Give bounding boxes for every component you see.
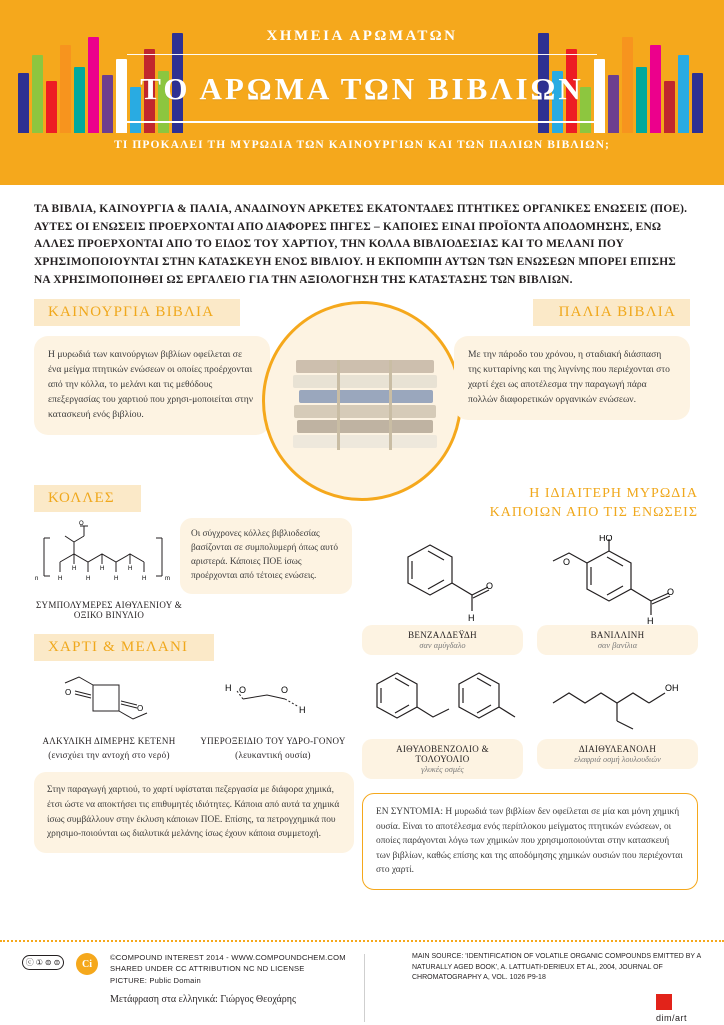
svg-text:OH: OH [665,683,679,693]
peroxide-desc: (λευκαντική ουσία) [198,750,348,760]
odour-compounds-heading [362,485,698,523]
peroxide-name: ΥΠΕΡΟΞΕΙΔΙΟ ΤΟΥ ΥΔΡΟ-ΓΟΝΟΥ [198,736,348,746]
summary-box [362,793,698,890]
diethylethanol-block [537,665,698,779]
vanillin-card [537,625,698,655]
old-books-column [454,299,690,419]
ethylbenzene-toluene-name: ΑΙΘΥΛΟΒΕΝΖΟΛΙΟ & ΤΟΛΟΥΟΛΙΟ [368,744,517,764]
diethylethanol-card [537,739,698,769]
svg-text:O: O [65,688,71,697]
header-kicker: ΧΗΜΕΙΑ ΑΡΩΜΑΤΩΝ [0,28,724,45]
glue-structure-block [34,518,354,596]
summary-title: ΕΝ ΣΥΝΤΟΜΙΑ: [376,807,443,817]
book-illustration [262,301,462,501]
diethylethanol-structure-icon [543,665,693,739]
odour-heading-line2: ΚΑΠΟΙΩΝ ΑΠΟ ΤΙΣ ΕΝΩΣΕΙΣ [362,504,698,523]
svg-text:H: H [114,576,118,582]
page-subtitle: ΤΙ ΠΡΟΚΑΛΕΙ ΤΗ ΜΥΡΩΔΙΑ ΤΩΝ ΚΑΙΝΟΥΡΓΙΩΝ ΚΑΙ ΤΩΝ ΠΑΛΙΩΝ ΒΙΒΛΙΩΝ; [0,139,724,151]
dimart-logo-text: dim/art [656,1012,702,1025]
dimart-logo [656,994,702,1025]
svg-text:H: H [100,566,104,572]
svg-text:O: O [239,685,246,695]
odour-heading-line1: Η ΙΔΙΑΙΤΕΡΗ ΜΥΡΩΔΙΑ [362,485,698,504]
svg-text:O: O [667,587,674,597]
peroxide-molecule [198,669,348,760]
footer-source: MAIN SOURCE: 'IDENTIFICATION OF VOLATILE ORGANIC COMPOUNDS EMITTED BY A NATURALLY AGED BOOK', A. LATTUATI-DERIEUX ET AL, 2004, JOURNAL OF CHROMATOGRAPHY A, VOL. 1026 P9-18 [412,952,702,984]
intro-paragraph: ΤΑ ΒΙΒΛΙΑ, ΚΑΙΝΟΥΡΓΙΑ & ΠΑΛΙΑ, ΑΝΑΔΙΝΟΥΝ ΑΡΚΕΤΕΣ ΕΚΑΤΟΝΤΑΔΕΣ ΠΤΗΤΙΚΕΣ ΟΡΓΑΝΙΚΕΣ ΕΝΩΣΕΙΣ (ΠΟΕ). ΑΥΤΕΣ ΟΙ ΕΝΩΣΕΙΣ ΠΡΟΕΡΧΟΝΤΑΙ ΑΠΟ ΔΙΑΦΟΡΕΣ ΠΗΓΕΣ – ΚΑΠΟΙΕΣ ΕΙΝΑΙ ΠΡΟΪΟΝΤΑ ΑΠΟΔΟΜΗΣΗΣ, ΕΝΩ ΑΛΛΕΣ ΠΡΟΕΡΧΟΝΤΑΙ ΑΠΟ ΤΟ ΕΙΔΟΣ ΤΟΥ ΧΑΡΤΙΟΥ, ΤΗΝ ΚΟΛΛΑ ΒΙΒΛΙΟΔΕΣΙΑΣ ΚΑΙ ΤΟ ΜΕΛΑΝΙ ΠΟΥ ΧΡΗΣΙΜΟΠΟΙΟΥΝΤΑΙ ΣΤΗΝ ΚΑΤΑΣΚΕΥΗ ΕΝΟΣ ΒΙΒΛΙΟΥ. Η ΕΚΠΟΜΠΗ ΑΥΤΩΝ ΤΩΝ ΕΝΩΣΕΩΝ ΜΠΟΡΕΙ ΕΠΙΣΗΣ ΝΑ ΧΡΗΣΙΜΟΠΟΙΗΘΕΙ ΩΣ ΕΡΓΑΛΕΙΟ ΓΙΑ ΤΗΝ ΑΞΙΟΛΟΓΗΣΗ ΤΗΣ ΚΑΤΑΣΤΑΣΗΣ ΤΩΝ ΒΙΒΛΙΩΝ. [0,185,724,295]
eva-copolymer-structure-icon [34,518,172,596]
kicker-divider [127,54,597,55]
glues-note: Οι σύγχρονες κόλλες βιβλιοδεσίας βασίζονται σε συμπολυμερή όπως αυτό αριστερά. Κάποιες ΠΟΕ ίσως προέρχονται από τέτοιες ενώσεις. [180,518,352,594]
footer-translator: Μετάφραση στα ελληνικά: Γιώργος Θεοχάρης [110,994,346,1005]
footer-divider [364,954,365,1022]
svg-text:H: H [128,566,132,572]
dimart-logo-square [656,994,672,1010]
book-stack [293,360,437,450]
footer-line2: SHARED UNDER CC ATTRIBUTION NC ND LICENSE [110,963,346,974]
middle-section [0,299,724,479]
benzaldehyde-desc: σαν αμύγδαλο [368,641,517,650]
benzaldehyde-block [362,535,523,655]
svg-text:H: H [225,683,232,693]
svg-text:n: n [35,576,38,582]
svg-text:m: m [165,576,170,582]
old-books-text: Με την πάροδο του χρόνου, η σταδιακή διάσπαση της κυτταρίνης και της λιγνίνης που περιέχονται στο χαρτί έχει ως αποτέλεσμα την παραγωγή πάρα πολλών διαφορετικών οργανικών ενώσεων. [454,336,690,419]
svg-text:H: H [86,576,90,582]
svg-text:H: H [468,613,475,623]
svg-text:H: H [72,566,76,572]
summary-text: Η μυρωδιά των βιβλίων δεν οφείλεται σε μία και μόνη χημική ουσία. Είναι το αποτέλεσμα ενός περίπλοκου μείγματος πτητικών ενώσεων, οι οποίες παράγονται λόγω των χημικών που χρησιμοποιούνται στην κατασκευή των βιβλίων, καθώς επίσης και της αποδόμησης χημικών ουσιών που περιέχονται στο χαρτί. [376,807,683,875]
glue-caption: ΣΥΜΠΟΛΥΜΕΡΕΣ ΑΙΘΥΛΕΝΙΟΥ & ΟΞΙΚΟ ΒΙΝΥΛΙΟ [34,600,184,620]
vanillin-block [537,535,698,655]
page-footer [0,940,724,1024]
benzaldehyde-structure-icon [368,535,518,625]
svg-text:O: O [137,704,143,713]
footer-line1: ©COMPOUND INTEREST 2014 - WWW.COMPOUNDCHEM.COM [110,952,346,963]
title-divider [127,121,597,123]
ethylbenzene-toluene-desc: γλυκές οσμές [368,765,517,774]
diethylethanol-desc: ελαφριά οσμή λουλουδιών [543,755,692,764]
vanillin-desc: σαν βανίλια [543,641,692,650]
svg-text:H: H [299,705,306,715]
svg-text:H: H [58,576,62,582]
akd-name: ΑΛΚΥΛΙΚΗ ΔΙΜΕΡΗΣ ΚΕΤΕΝΗ [34,736,184,746]
new-books-column [34,299,270,434]
svg-text:H: H [647,616,654,625]
hydrogen-peroxide-structure-icon [213,669,333,727]
right-column [362,485,698,890]
page-title: ΤΟ ΑΡΩΜΑ ΤΩΝ ΒΙΒΛΙΩΝ [0,71,724,107]
vanillin-structure-icon [543,535,693,625]
benzaldehyde-card [362,625,523,655]
akd-desc: (ενισχύει την αντοχή στο νερό) [34,750,184,760]
creative-commons-icon: ⓒ ① ⊜ ⊜ [22,955,64,970]
svg-text:H: H [142,576,146,582]
page-header [0,0,724,185]
svg-text:O: O [281,685,288,695]
paper-ink-text: Στην παραγωγή χαρτιού, το χαρτί υφίσταται πεζεργασία με διάφορα χημικά, έτσι ώστε να αποκτήσει τις επιθυμητές ιδιότητες. Κάποια από αυτά τα χημικά ίσως συμβάλλουν στην έκλυση κάποιων ΠΟΕ. Επίσης, τα πετρογχημικά που χρησιμο-ποιούνται ως διαλυτικά μελάνης ίσως έχουν κάποια συμμετοχή. [34,772,354,852]
svg-text:O: O [486,581,493,591]
benzaldehyde-name: ΒΕΝΖΑΛΔΕΫΔΗ [368,630,517,640]
akd-molecule [34,669,184,760]
new-books-label: ΚΑΙΝΟΥΡΓΙΑ ΒΙΒΛΙΑ [34,299,240,326]
compound-interest-badge: Ci [76,953,98,975]
svg-text:O: O [563,557,570,567]
ethylbenzene-toluene-block [362,665,523,779]
svg-text:O: O [79,521,84,527]
ethylbenzene-toluene-structure-icon [363,665,523,739]
left-column [34,485,354,852]
alkyl-ketene-dimer-structure-icon [49,669,169,727]
new-books-text: Η μυρωδιά των καινούργιων βιβλίων οφείλεται σε ένα μείγμα πτητικών ενώσεων οι οποίες προέρχονται από την κόλλα, το μελάνι και τις μεθόδους επεξεργασίας του χαρτιού που χρησι-μοποιείται στην κατασκευή ενός βιβλίου. [34,336,270,434]
diethylethanol-name: ΔΙΑΙΘΥΛΕΑΝΟΛΗ [543,744,692,754]
ethylbenzene-toluene-card [362,739,523,779]
svg-text:HO: HO [599,535,613,543]
vanillin-name: ΒΑΝΙΛΛΙΝΗ [543,630,692,640]
old-books-label: ΠΑΛΙΑ ΒΙΒΛΙΑ [533,299,690,326]
paper-ink-label: ΧΑΡΤΙ & ΜΕΛΑΝΙ [34,634,214,661]
footer-line3: PICTURE: Public Domain [110,975,346,986]
glues-label: ΚΟΛΛΕΣ [34,485,141,512]
